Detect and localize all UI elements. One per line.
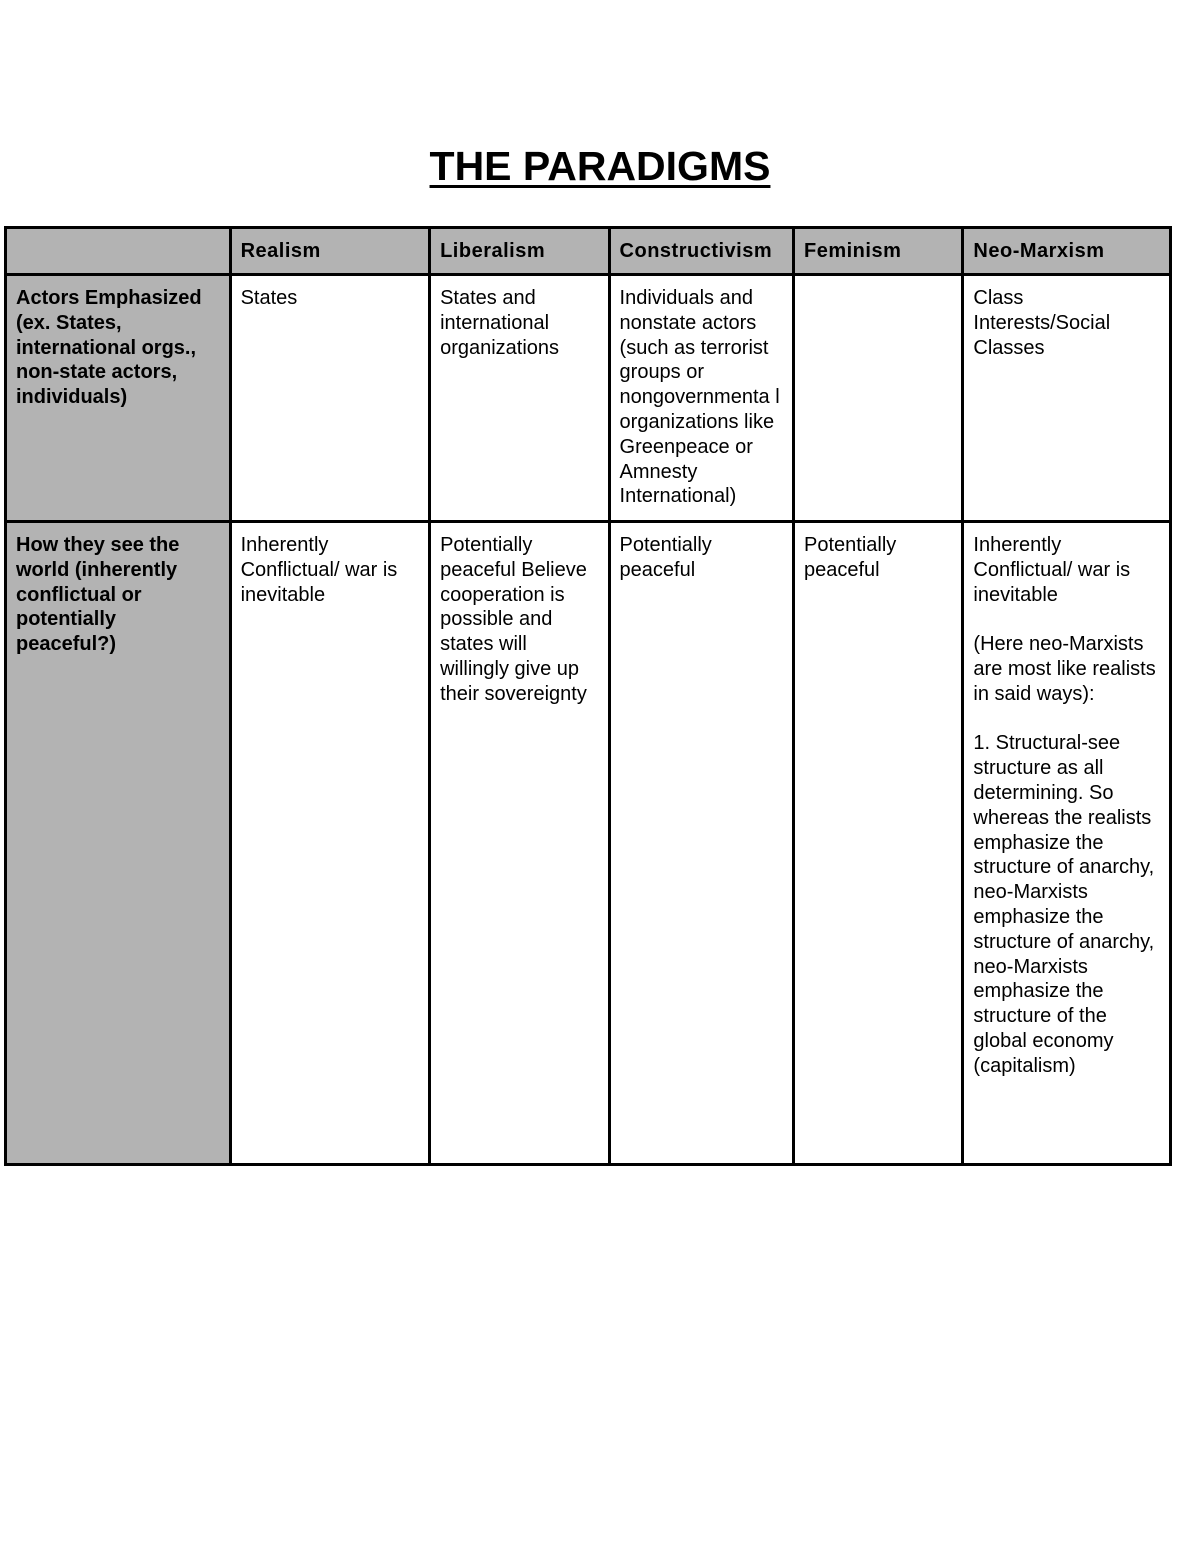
table-row [6, 522, 1171, 1165]
row-header-worldview: How they see the world (inherently conflictual or potentially peaceful?) [6, 522, 231, 1165]
cell-feminism-worldview: Potentially peaceful [794, 522, 963, 1165]
document-title: THE PARADIGMS [429, 143, 771, 189]
column-header-realism: Realism [230, 228, 430, 275]
cell-paragraph: Inherently Conflictual/ war is inevitable [973, 534, 1131, 606]
cell-paragraph: 1. Structural-see structure as all determining. So whereas the realists emphasize the structure of anarchy, neo-Marxists emphasize the structure of anarchy, neo-Marxists emphasize the structure of the global economy (capitalism) [973, 732, 1155, 1077]
cell-feminism-actors [794, 275, 963, 522]
cell-neo-marxism-actors: Class Interests/Social Classes [963, 275, 1171, 522]
table-header-row [6, 228, 1171, 275]
cell-paragraph: (Here neo-Marxists are most like realists in said ways): [973, 633, 1156, 705]
cell-realism-worldview: Inherently Conflictual/ war is inevitable [230, 522, 430, 1165]
table-row [6, 275, 1171, 522]
cell-constructivism-actors: Individuals and nonstate actors (such as terrorist groups or nongovernmenta l organizations like Greenpeace or Amnesty International) [609, 275, 793, 522]
column-header-feminism: Feminism [794, 228, 963, 275]
cell-realism-actors: States [230, 275, 430, 522]
column-header-corner [6, 228, 231, 275]
cell-liberalism-actors: States and international organizations [430, 275, 609, 522]
paradigms-table [4, 226, 1172, 1166]
column-header-liberalism: Liberalism [430, 228, 609, 275]
column-header-constructivism: Constructivism [609, 228, 793, 275]
cell-neo-marxism-worldview [963, 522, 1171, 1165]
cell-liberalism-worldview: Potentially peaceful Believe cooperation is possible and states will willingly give up their sovereignty [430, 522, 609, 1165]
column-header-neo-marxism: Neo-Marxism [963, 228, 1171, 275]
row-header-actors-emphasized: Actors Emphasized (ex. States, international orgs., non-state actors, individuals) [6, 275, 231, 522]
cell-constructivism-worldview: Potentially peaceful [609, 522, 793, 1165]
